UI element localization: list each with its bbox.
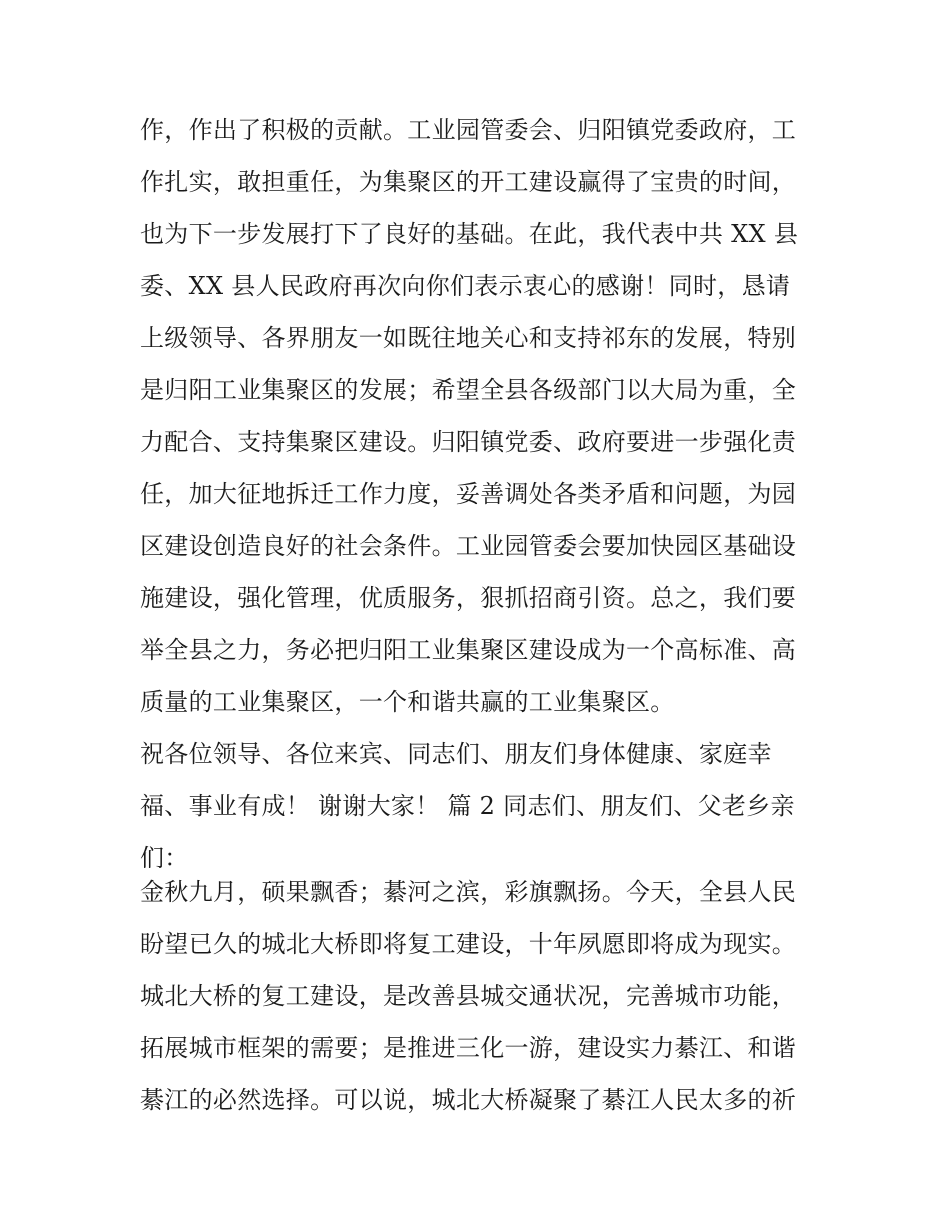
text-line: 们： [140,844,189,872]
paragraph-2 [140,728,820,884]
paragraph-3 [140,866,820,1126]
text-line: 祝各位领导、各位来宾、同志们、朋友们身体健康、家庭幸 [140,740,772,768]
text-line: 作扎实，敢担重任，为集聚区的开工建设赢得了宝贵的时间， [140,168,797,196]
text-line: 举全县之力，务必把归阳工业集聚区建设成为一个高标准、高 [140,636,797,664]
text-line: 施建设，强化管理，优质服务，狠抓招商引资。总之，我们要 [140,584,797,612]
text-line: 福、事业有成！ 谢谢大家！ 篇 2 同志们、朋友们、父老乡亲 [140,792,795,820]
text-line: 也为下一步发展打下了良好的基础。在此，我代表中共 XX 县 [140,220,799,248]
text-line: 区建设创造良好的社会条件。工业园管委会要加快园区基础设 [140,532,797,560]
text-line: 上级领导、各界朋友一如既往地关心和支持祁东的发展，特别 [140,324,797,352]
text-line: 质量的工业集聚区，一个和谐共赢的工业集聚区。 [140,688,675,716]
text-line: 是归阳工业集聚区的发展；希望全县各级部门以大局为重，全 [140,376,797,404]
text-line: 拓展城市框架的需要；是推进三化一游，建设实力綦江、和谐 [140,1034,797,1062]
text-line: 城北大桥的复工建设，是改善县城交通状况，完善城市功能， [140,982,797,1010]
paragraph-1 [140,104,820,728]
text-line: 盼望已久的城北大桥即将复工建设，十年夙愿即将成为现实。 [140,930,797,958]
text-line: 綦江的必然选择。可以说，城北大桥凝聚了綦江人民太多的祈 [140,1086,797,1114]
text-line: 委、XX 县人民政府再次向你们表示衷心的感谢！同时，恳请 [140,272,791,300]
text-line: 力配合、支持集聚区建设。归阳镇党委、政府要进一步强化责 [140,428,797,456]
text-line: 任，加大征地拆迁工作力度，妥善调处各类矛盾和问题，为园 [140,480,797,508]
text-line: 金秋九月，硕果飘香；綦河之滨，彩旗飘扬。今天，全县人民 [140,878,797,906]
text-line: 作，作出了积极的贡献。工业园管委会、归阳镇党委政府，工 [140,116,797,144]
